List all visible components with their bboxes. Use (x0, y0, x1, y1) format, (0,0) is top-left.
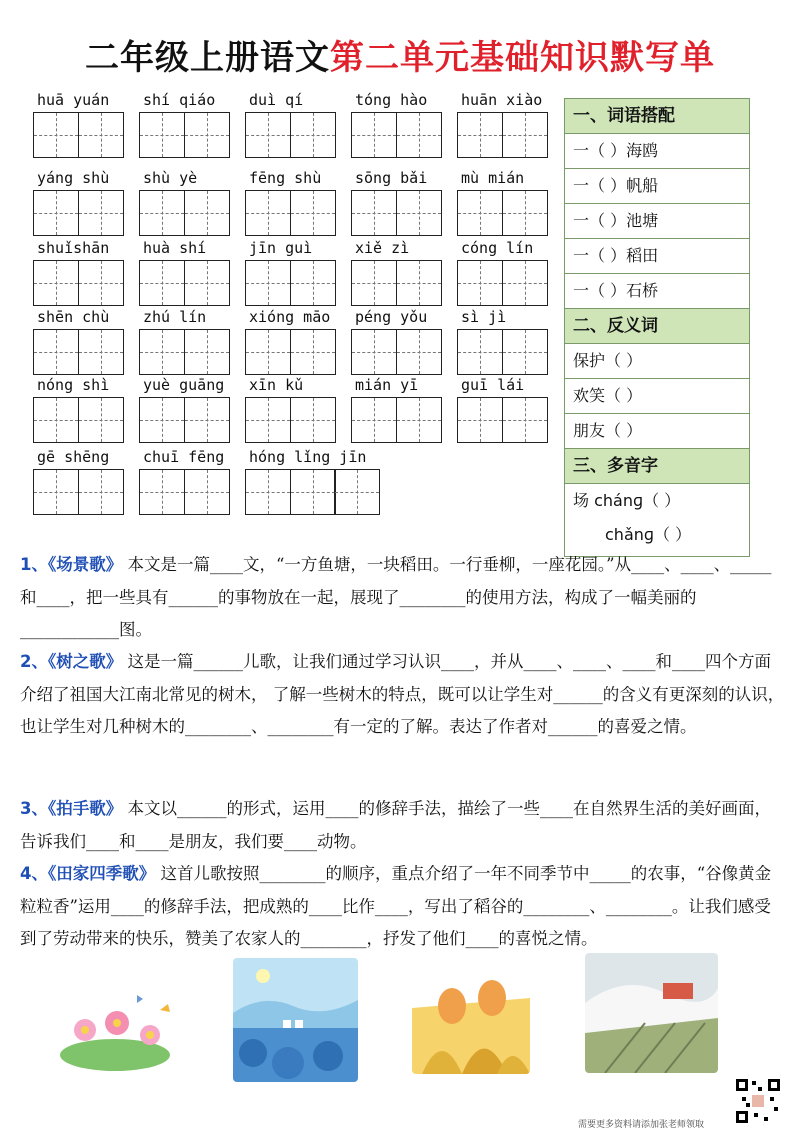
pinyin-word (33, 168, 125, 236)
tian-zi-ge-box[interactable] (396, 329, 442, 375)
tian-zi-ge-box[interactable] (33, 260, 79, 306)
tian-zi-ge-box[interactable] (139, 112, 185, 158)
writing-boxes (457, 329, 549, 375)
writing-boxes (457, 190, 549, 236)
tian-zi-ge-box[interactable] (290, 329, 336, 375)
writing-boxes (33, 190, 125, 236)
tian-zi-ge-box[interactable] (290, 397, 336, 443)
tian-zi-ge-box[interactable] (290, 260, 336, 306)
pinyin-label: hóng lǐng jīn (249, 448, 367, 466)
pinyin-word (139, 307, 231, 375)
writing-boxes (33, 329, 125, 375)
writing-boxes (457, 112, 549, 158)
pinyin-word (139, 447, 231, 515)
writing-boxes (351, 190, 443, 236)
tian-zi-ge-box[interactable] (351, 329, 397, 375)
tian-zi-ge-box[interactable] (33, 112, 79, 158)
writing-boxes (457, 260, 549, 306)
pinyin-word (245, 238, 337, 306)
writing-boxes (33, 469, 125, 515)
writing-boxes (33, 397, 125, 443)
tian-zi-ge-box[interactable] (245, 112, 291, 158)
tian-zi-ge-box[interactable] (290, 112, 336, 158)
section-antonyms-header: 二、反义词 (565, 309, 749, 344)
tian-zi-ge-box[interactable] (396, 397, 442, 443)
pinyin-word (139, 168, 231, 236)
autumn-harvest-illustration (412, 968, 530, 1074)
pinyin-label: jīn guì (249, 239, 313, 257)
pinyin-label: tóng hào (355, 91, 428, 109)
pinyin-label: huān xiào (461, 91, 543, 109)
pinyin-label: fēng shù (249, 169, 322, 187)
pinyin-word (351, 90, 443, 158)
spring-flowers-illustration (55, 985, 180, 1075)
tian-zi-ge-box[interactable] (457, 190, 503, 236)
pinyin-label: cóng lín (461, 239, 534, 257)
para-text: 本文以______的形式，运用____的修辞手法，描绘了一些____在自然界生活的美好画面，告诉我们____和____是朋友，我们要____动物。 (20, 799, 771, 851)
pinyin-label: shù yè (143, 169, 198, 187)
para-number: 2、 (20, 652, 48, 671)
tian-zi-ge-box[interactable] (502, 260, 548, 306)
section-polyphone-header: 三、多音字 (565, 449, 749, 484)
tian-zi-ge-box[interactable] (33, 397, 79, 443)
writing-boxes (457, 397, 549, 443)
pinyin-word (33, 90, 125, 158)
tian-zi-ge-box[interactable] (139, 190, 185, 236)
pinyin-label: xiě zì (355, 239, 410, 257)
tian-zi-ge-box[interactable] (396, 260, 442, 306)
pinyin-label: huā yuán (37, 91, 110, 109)
para-text: 本文是一篇____文，“一方鱼塘，一块稻田。一行垂柳，一座花园。”从____、____、_____和____，把一些具有______的事物放在一起，展现了________的使用方法，构成了一幅美丽的____________图。 (20, 555, 772, 639)
title-red: 第二单元基础知识默写单 (330, 38, 715, 78)
tian-zi-ge-box[interactable] (139, 469, 185, 515)
writing-boxes (33, 112, 125, 158)
antonym-row[interactable]: 保护（ ） (565, 344, 749, 379)
tian-zi-ge-box[interactable] (351, 112, 397, 158)
para-text: 这首儿歌按照________的顺序，重点介绍了一年不同季节中_____的农事，“谷像黄金粒粒香”运用____的修辞手法，把成熟的____比作____，写出了稻谷的________、________。让我们感受到了劳动带来的快乐，赞美了农家人的________，抒发了他们____的喜悦之情。 (20, 864, 772, 948)
tian-zi-ge-box[interactable] (78, 469, 124, 515)
antonym-row[interactable]: 朋友（ ） (565, 414, 749, 449)
tian-zi-ge-box[interactable] (457, 260, 503, 306)
tian-zi-ge-box[interactable] (245, 469, 291, 515)
paragraph-4 (20, 858, 785, 956)
paragraph-1 (20, 549, 785, 647)
writing-boxes (33, 260, 125, 306)
tian-zi-ge-box[interactable] (396, 112, 442, 158)
pinyin-label: péng yǒu (355, 308, 428, 326)
tian-zi-ge-box[interactable] (290, 190, 336, 236)
paragraph-2 (20, 646, 785, 744)
pinyin-word (33, 375, 125, 443)
pinyin-word (245, 307, 337, 375)
tian-zi-ge-box[interactable] (502, 397, 548, 443)
tian-zi-ge-box[interactable] (502, 112, 548, 158)
pinyin-word (139, 90, 231, 158)
writing-boxes (139, 112, 231, 158)
word-pair-row[interactable]: 一（ ）稻田 (565, 239, 749, 274)
tian-zi-ge-box[interactable] (351, 397, 397, 443)
pinyin-word (351, 168, 443, 236)
tian-zi-ge-box[interactable] (245, 260, 291, 306)
tian-zi-ge-box[interactable] (33, 190, 79, 236)
pinyin-label: nóng shì (37, 376, 110, 394)
pinyin-label: shēn chù (37, 308, 110, 326)
pinyin-word (245, 90, 337, 158)
para-title: 《场景歌》 (47, 555, 123, 574)
writing-boxes (351, 260, 443, 306)
tian-zi-ge-box[interactable] (184, 397, 230, 443)
pinyin-label: mù mián (461, 169, 525, 187)
para-title: 《拍手歌》 (47, 799, 123, 818)
tian-zi-ge-box[interactable] (351, 260, 397, 306)
writing-boxes (245, 190, 337, 236)
pinyin-word (457, 375, 549, 443)
writing-boxes (139, 329, 231, 375)
pinyin-label: huà shí (143, 239, 207, 257)
paragraph-3 (20, 793, 785, 858)
polyphone-row[interactable] (565, 484, 749, 556)
tian-zi-ge-box[interactable] (502, 190, 548, 236)
pinyin-word (33, 307, 125, 375)
pinyin-label: xīn kǔ (249, 376, 304, 394)
para-number: 3、 (20, 799, 48, 818)
pinyin-label: shuǐshān (37, 239, 110, 257)
pinyin-label: yáng shù (37, 169, 110, 187)
tian-zi-ge-box[interactable] (184, 190, 230, 236)
tian-zi-ge-box[interactable] (78, 190, 124, 236)
pinyin-word (33, 447, 125, 515)
pinyin-word (33, 238, 125, 306)
tian-zi-ge-box[interactable] (184, 260, 230, 306)
pinyin-word (245, 375, 337, 443)
pinyin-label: xióng māo (249, 308, 331, 326)
pinyin-word (351, 307, 443, 375)
tian-zi-ge-box[interactable] (78, 260, 124, 306)
tian-zi-ge-box[interactable] (457, 112, 503, 158)
pinyin-word (351, 238, 443, 306)
writing-boxes (245, 469, 383, 515)
tian-zi-ge-box[interactable] (78, 397, 124, 443)
tian-zi-ge-box[interactable] (502, 329, 548, 375)
pinyin-word (139, 375, 231, 443)
tian-zi-ge-box[interactable] (351, 190, 397, 236)
word-pair-row[interactable]: 一（ ）石桥 (565, 274, 749, 309)
pinyin-word (245, 168, 337, 236)
writing-boxes (245, 397, 337, 443)
section-word-matching-header: 一、词语搭配 (565, 99, 749, 134)
writing-boxes (245, 260, 337, 306)
tian-zi-ge-box[interactable] (245, 397, 291, 443)
qr-code (734, 1077, 782, 1125)
pinyin-word (457, 238, 549, 306)
tian-zi-ge-box[interactable] (457, 329, 503, 375)
tian-zi-ge-box[interactable] (33, 469, 79, 515)
pinyin-word (457, 168, 549, 236)
para-title: 《田家四季歌》 (47, 864, 156, 883)
tian-zi-ge-box[interactable] (184, 112, 230, 158)
writing-boxes (139, 190, 231, 236)
polyphone-line-1: 场 chánɡ（ ） (573, 491, 681, 510)
side-panel (564, 98, 750, 557)
writing-boxes (245, 329, 337, 375)
tian-zi-ge-box[interactable] (139, 260, 185, 306)
pinyin-label: chuī fēng (143, 448, 225, 466)
tian-zi-ge-box[interactable] (139, 329, 185, 375)
pinyin-label: zhú lín (143, 308, 207, 326)
pinyin-word (457, 90, 549, 158)
winter-snow-illustration (585, 953, 718, 1073)
summer-pond-illustration (233, 958, 358, 1082)
footnote: 需要更多资料请添加张老师领取 (578, 1120, 705, 1130)
tian-zi-ge-box[interactable] (78, 329, 124, 375)
tian-zi-ge-box[interactable] (184, 329, 230, 375)
para-text: 这是一篇______儿歌，让我们通过学习认识____，并从____、____、____和____四个方面介绍了祖国大江南北常见的树木， 了解一些树木的特点，既可以让学生对______的含义有更深刻的认识，也让学生对几种树木的________、________有一定的了解。表达了作者对______的喜爱之情。 (20, 652, 785, 736)
polyphone-line-2: chǎnɡ（ ） (605, 525, 692, 544)
para-number: 1、 (20, 555, 48, 574)
antonym-row[interactable]: 欢笑（ ） (565, 379, 749, 414)
pinyin-label: gē shēng (37, 448, 110, 466)
title-black: 二年级上册语文 (85, 38, 330, 78)
page-title (0, 30, 800, 79)
pinyin-word (457, 307, 549, 375)
pinyin-word (351, 375, 443, 443)
writing-boxes (139, 469, 231, 515)
tian-zi-ge-box[interactable] (245, 190, 291, 236)
pinyin-word (139, 238, 231, 306)
tian-zi-ge-box[interactable] (78, 112, 124, 158)
word-pair-row[interactable]: 一（ ）池塘 (565, 204, 749, 239)
writing-boxes (351, 112, 443, 158)
word-pair-row[interactable]: 一（ ）帆船 (565, 169, 749, 204)
tian-zi-ge-box[interactable] (33, 329, 79, 375)
writing-boxes (139, 397, 231, 443)
tian-zi-ge-box[interactable] (334, 469, 380, 515)
tian-zi-ge-box[interactable] (290, 469, 336, 515)
pinyin-label: shí qiáo (143, 91, 216, 109)
pinyin-label: sì jì (461, 308, 507, 326)
word-pair-row[interactable]: 一（ ）海鸥 (565, 134, 749, 169)
pinyin-word (245, 447, 383, 515)
pinyin-label: mián yī (355, 376, 419, 394)
pinyin-label: guī lái (461, 376, 525, 394)
tian-zi-ge-box[interactable] (139, 397, 185, 443)
para-title: 《树之歌》 (47, 652, 123, 671)
pinyin-label: sōng bǎi (355, 169, 428, 187)
tian-zi-ge-box[interactable] (396, 190, 442, 236)
writing-boxes (245, 112, 337, 158)
tian-zi-ge-box[interactable] (184, 469, 230, 515)
writing-boxes (351, 329, 443, 375)
para-number: 4、 (20, 864, 48, 883)
writing-boxes (351, 397, 443, 443)
pinyin-label: yuè guāng (143, 376, 225, 394)
tian-zi-ge-box[interactable] (457, 397, 503, 443)
pinyin-label: duì qí (249, 91, 304, 109)
tian-zi-ge-box[interactable] (245, 329, 291, 375)
writing-boxes (139, 260, 231, 306)
